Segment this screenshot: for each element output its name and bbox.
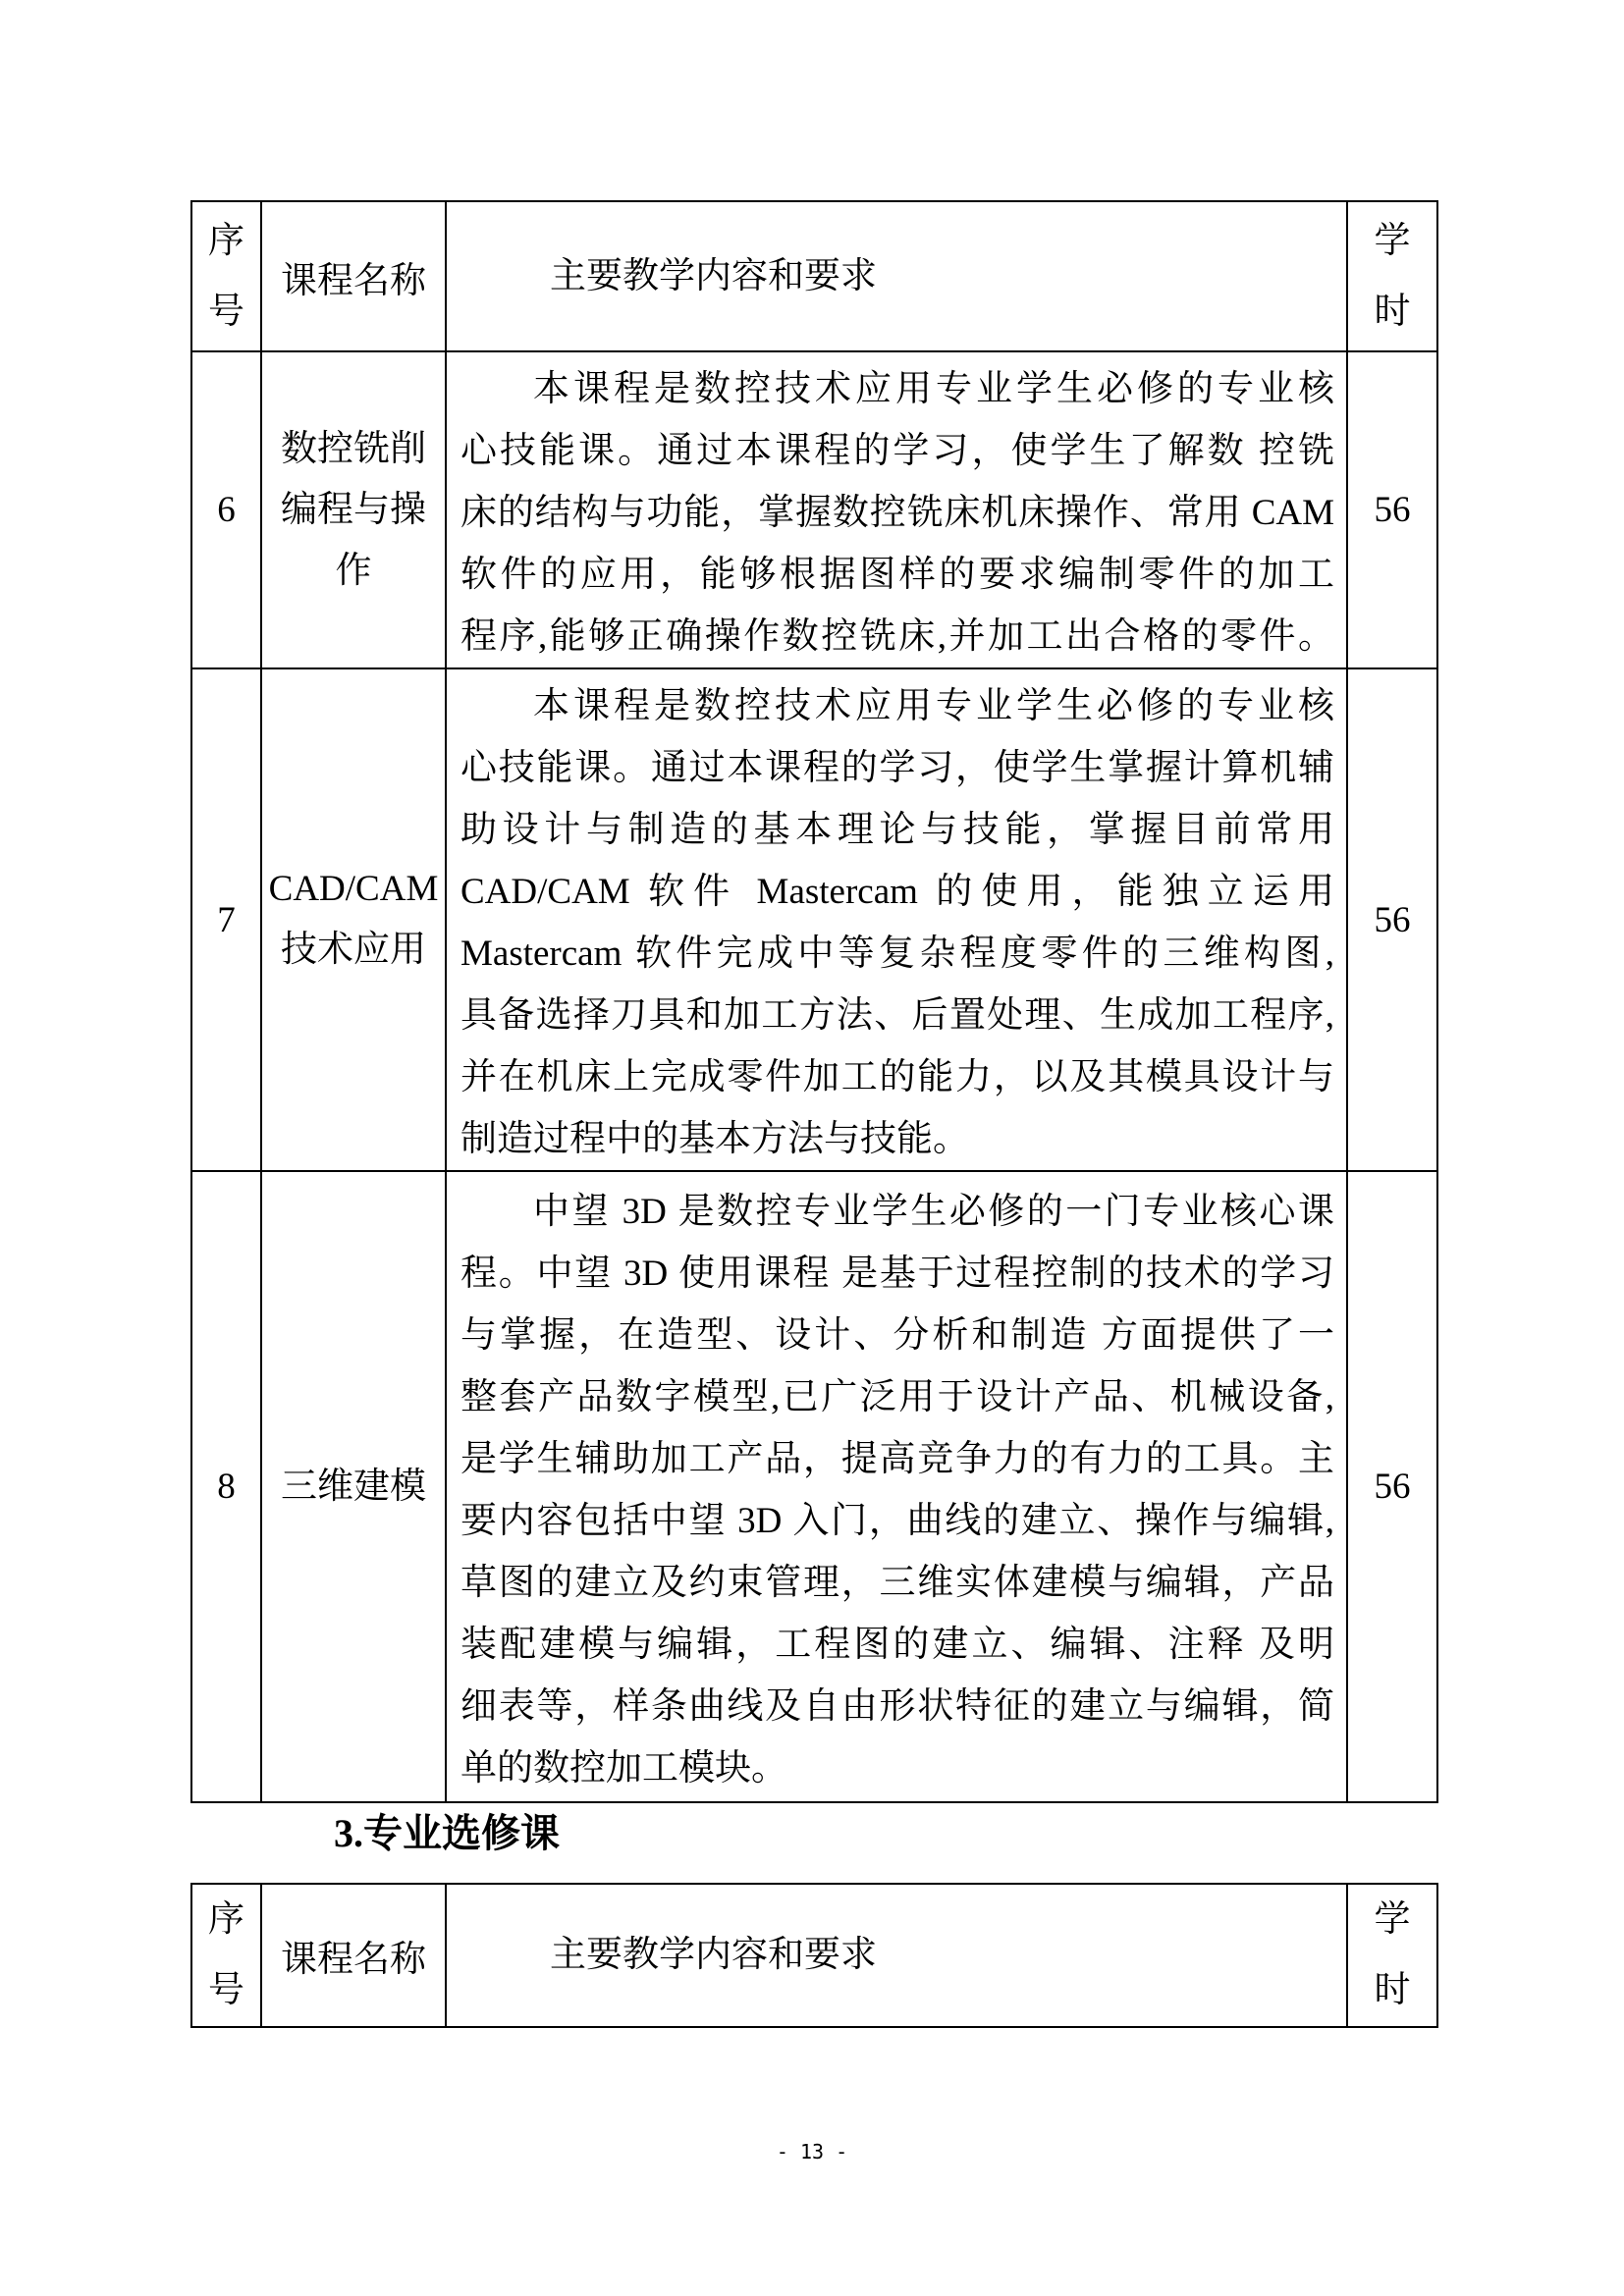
header-cell-hours: [1347, 201, 1437, 351]
table-row-course-7: [191, 668, 1437, 1171]
content-line: 本课程是数控技术应用专业学生必修的专业核: [533, 686, 1334, 726]
header-index-label-line: 序: [208, 1899, 244, 1940]
header-cell-index: [191, 1884, 261, 2027]
content-line: 中望 3D 是数控专业学生必修的一门专业核心课: [533, 1191, 1334, 1232]
course-name-cell: [261, 351, 446, 668]
table-row-course-8: [191, 1171, 1437, 1802]
header-cell-index: [191, 201, 261, 351]
content-line: 草图的建立及约束管理，三维实体建模与编辑，产品: [460, 1562, 1334, 1603]
header-index-label-line: 号: [208, 1970, 244, 2010]
elective-course-table: [190, 1883, 1438, 2028]
content-line: 与掌握，在造型、设计、分析和制造 方面提供了一: [460, 1314, 1334, 1356]
header-content-label: 主要教学内容和要求: [550, 1935, 877, 1975]
course-name-line: 作: [335, 550, 372, 591]
content-line: 是学生辅助加工产品，提高竞争力的有力的工具。主: [460, 1438, 1334, 1479]
content-line: 装配建模与编辑，工程图的建立、编辑、注释 及明: [460, 1624, 1334, 1665]
content-line: 心技能课。通过本课程的学习，使学生了解数 控铣: [460, 431, 1334, 471]
header-hours-label-line: 时: [1374, 291, 1411, 332]
course-name-line: 技术应用: [281, 930, 426, 970]
content-line: CAD/CAM 软件 Mastercam 的使用，能独立运用: [460, 872, 1334, 912]
header-course-label: 课程名称: [281, 1940, 426, 1980]
row-index: [191, 668, 261, 1171]
course-hours-value: 56: [1374, 899, 1411, 940]
header-cell-hours: [1347, 1884, 1437, 2027]
header-course-label: 课程名称: [281, 260, 426, 301]
course-hours-cell: [1347, 1171, 1437, 1802]
course-content-cell: [446, 1171, 1347, 1802]
course-name-line: 数控铣削: [281, 428, 426, 469]
course-name-cell: [261, 1171, 446, 1802]
content-line: 细表等，样条曲线及自由形状特征的建立与编辑，简: [460, 1685, 1334, 1727]
row-index-value: 6: [217, 490, 236, 530]
row-index-value: 7: [217, 899, 236, 940]
header-index-label-line: 序: [208, 220, 244, 261]
header-hours-label-line: 学: [1374, 220, 1411, 261]
row-index: [191, 1171, 261, 1802]
elective-table-header-row: [191, 1884, 1437, 2027]
content-line: 床的结构与功能，掌握数控铣床机床操作、常用 CAM: [460, 493, 1334, 533]
content-line: 心技能课。通过本课程的学习，使学生掌握计算机辅: [460, 748, 1334, 788]
course-name-line: CAD/CAM: [268, 869, 439, 909]
header-index-label-line: 号: [208, 291, 244, 332]
content-line: 本课程是数控技术应用专业学生必修的专业核: [533, 369, 1334, 409]
content-line: 软件的应用，能够根据图样的要求编制零件的加工: [460, 555, 1334, 595]
content-line: 制造过程中的基本方法与技能。: [460, 1119, 969, 1159]
header-hours-label-line: 学: [1374, 1899, 1411, 1940]
content-line: 单的数控加工模块。: [460, 1747, 787, 1789]
content-line: 整套产品数字模型,已广泛用于设计产品、机械设备,: [460, 1376, 1334, 1417]
content-line: 程。中望 3D 使用课程 是基于过程控制的技术的学习: [460, 1253, 1334, 1294]
course-hours-cell: [1347, 668, 1437, 1171]
course-content-cell: [446, 668, 1347, 1171]
content-line: 助设计与制造的基本理论与技能，掌握目前常用: [460, 810, 1334, 850]
header-hours-label-line: 时: [1374, 1970, 1411, 2010]
course-hours-value: 56: [1374, 1467, 1411, 1507]
header-cell-content: [446, 201, 1347, 351]
section-heading: 3.专业选修课: [334, 1811, 560, 1855]
course-hours-cell: [1347, 351, 1437, 668]
row-index: [191, 351, 261, 668]
course-table: [190, 200, 1438, 1803]
row-index-value: 8: [217, 1467, 236, 1507]
content-line: 具备选择刀具和加工方法、后置处理、生成加工程序,: [460, 995, 1334, 1036]
course-name-line: 三维建模: [281, 1466, 426, 1507]
header-cell-content: [446, 1884, 1347, 2027]
content-line: 程序,能够正确操作数控铣床,并加工出合格的零件。: [460, 616, 1334, 657]
course-table-header-row: [191, 201, 1437, 351]
content-line: 并在机床上完成零件加工的能力，以及其模具设计与: [460, 1057, 1334, 1097]
page-number: - 13 -: [776, 2140, 848, 2163]
header-content-label: 主要教学内容和要求: [550, 255, 877, 296]
course-name-line: 编程与操: [281, 489, 426, 530]
course-hours-value: 56: [1374, 490, 1411, 530]
content-line: 要内容包括中望 3D 入门，曲线的建立、操作与编辑,: [460, 1500, 1334, 1541]
table-row-course-6: [191, 351, 1437, 668]
course-name-cell: [261, 668, 446, 1171]
header-cell-course: [261, 201, 446, 351]
header-cell-course: [261, 1884, 446, 2027]
course-content-cell: [446, 351, 1347, 668]
content-line: Mastercam 软件完成中等复杂程度零件的三维构图,: [460, 934, 1334, 974]
